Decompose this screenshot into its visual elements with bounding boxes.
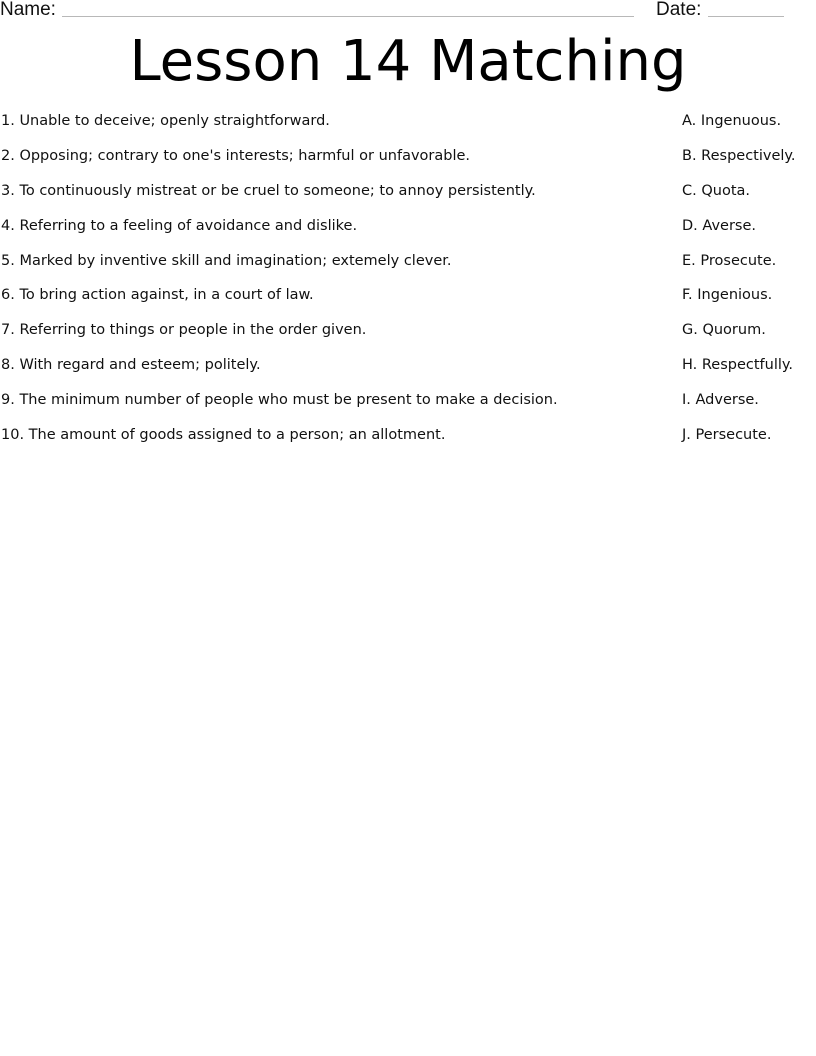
matching-row [0,181,816,216]
matching-list [0,111,816,460]
matching-row [0,320,816,355]
matching-row [0,251,816,286]
worksheet-header [0,0,816,22]
answer-choice: E. Prosecute. [682,252,777,269]
name-label: Name: [0,0,56,20]
answer-choice: A. Ingenuous. [682,113,782,129]
matching-row [0,390,816,425]
matching-row [0,111,816,146]
answer-choice: B. Respectively. [682,147,796,164]
date-label: Date: [656,0,702,20]
clue-text: 8. With regard and esteem; politely. [1,357,261,374]
answer-choice: H. Respectfully. [682,357,794,374]
clue-text: 6. To bring action against, in a court of law. [1,287,314,304]
answer-choice: C. Quota. [682,182,750,199]
clue-text: 2. Opposing; contrary to one's interests; harmful or unfavorable. [1,147,471,164]
answer-choice: D. Averse. [682,217,757,234]
matching-row [0,146,816,181]
matching-row [0,355,816,390]
clue-text: 5. Marked by inventive skill and imagination; extemely clever. [1,252,452,269]
answer-choice: F. Ingenious. [682,287,773,304]
clue-text: 7. Referring to things or people in the order given. [1,322,367,339]
answer-choice: G. Quorum. [682,322,766,339]
clue-text: 3. To continuously mistreat or be cruel to someone; to annoy persistently. [1,182,536,199]
clue-text: 1. Unable to deceive; openly straightforward. [1,113,330,129]
matching-row [0,425,816,460]
date-field[interactable] [708,16,784,17]
clue-text: 4. Referring to a feeling of avoidance and dislike. [1,217,358,234]
matching-row [0,216,816,251]
name-field[interactable] [62,16,634,17]
page-title: Lesson 14 Matching [129,29,687,94]
answer-choice: I. Adverse. [682,392,759,409]
matching-row [0,285,816,320]
answer-choice: J. Persecute. [682,427,772,444]
clue-text: 9. The minimum number of people who must be present to make a decision. [1,392,558,409]
clue-text: 10. The amount of goods assigned to a person; an allotment. [1,427,446,444]
